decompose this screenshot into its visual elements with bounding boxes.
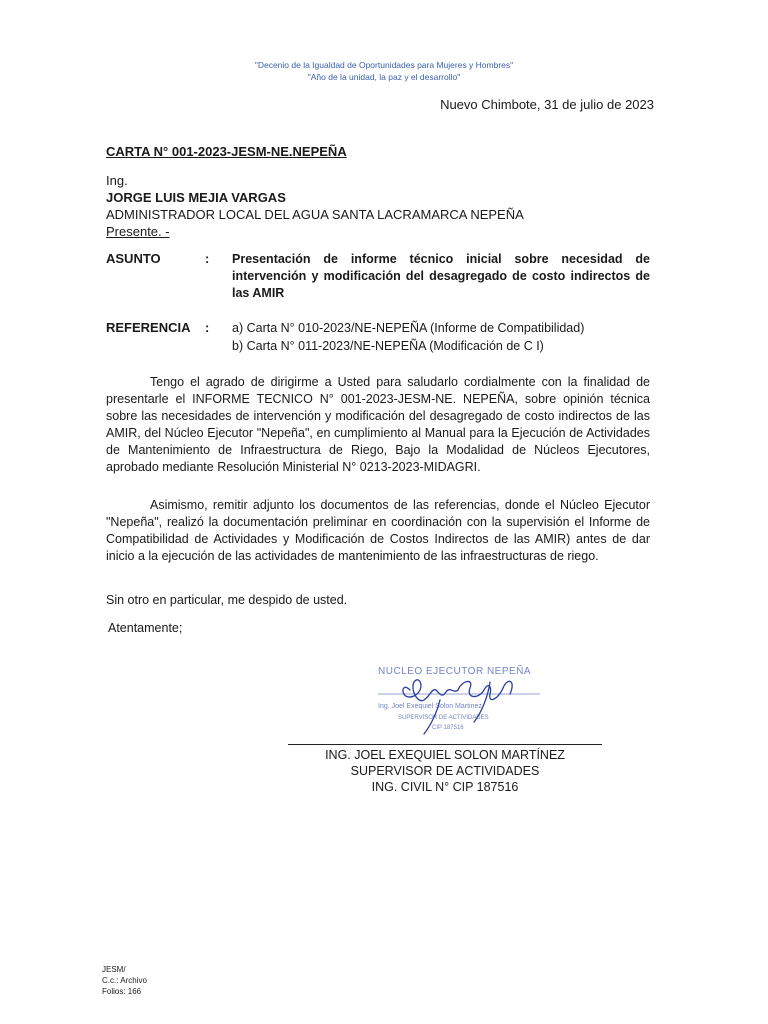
signature-rule [288, 744, 602, 745]
signatory-role: SUPERVISOR DE ACTIVIDADES [350, 764, 540, 778]
signatory-name: ING. JOEL EXEQUIEL SOLON MARTÍNEZ [325, 748, 565, 762]
stamp-line-2: Ing. Joel Exequiel Solon Martinez [378, 703, 482, 710]
asunto-text: Presentación de informe técnico inicial sobre necesidad de intervención y modificación del desagregado de costo indirectos de las AMIR [232, 252, 650, 300]
decade-motto: "Decenio de la Igualdad de Oportunidades para Mujeres y Hombres" [254, 60, 514, 70]
closing-salutation: Atentamente; [108, 621, 183, 635]
signatory-cip: ING. CIVIL N° CIP 187516 [371, 780, 519, 794]
body-paragraph-1 [106, 374, 650, 476]
body-paragraph-2 [106, 497, 650, 565]
stamp-line-4: CIP 187516 [432, 725, 464, 731]
recipient-name: JORGE LUIS MEJIA VARGAS [106, 190, 286, 205]
referencia-colon: : [205, 320, 210, 335]
footer-folios: Folios: 166 [102, 987, 142, 996]
supervisor-stamp-and-signature [370, 660, 560, 740]
presente-label: Presente. - [106, 224, 170, 239]
footer-initials: JESM/ [102, 965, 126, 974]
referencia-label: REFERENCIA [106, 320, 191, 335]
recipient-title: Ing. [106, 173, 128, 188]
stamp-line-3: SUPERVISOR DE ACTIVIDADES [398, 715, 489, 721]
asunto-colon: : [205, 251, 210, 266]
asunto-label: ASUNTO [106, 251, 161, 266]
letter-date: Nuevo Chimbote, 31 de julio de 2023 [440, 97, 654, 112]
footer-cc: C.c.: Archivo [102, 976, 147, 985]
letter-title: CARTA N° 001-2023-JESM-NE.NEPEÑA [106, 144, 347, 159]
closing-line: Sin otro en particular, me despido de usted. [106, 593, 348, 607]
stamp-line-1: NUCLEO EJECUTOR NEPEÑA [378, 666, 532, 677]
reference-item: b) Carta N° 011-2023/NE-NEPEÑA (Modificación de C I) [232, 339, 544, 353]
reference-item: a) Carta N° 010-2023/NE-NEPEÑA (Informe de Compatibilidad) [232, 321, 585, 335]
paragraph-2-text: Asimismo, remitir adjunto los documentos de las referencias, donde el Núcleo Ejecutor "Nepeña", realizó la documentación preliminar en coordinación con la supervisión el Informe de Compatibilidad de Actividades y Modificación de Costos Indirectos de las AMIR) antes de dar inicio a la ejecución de las actividades de mantenimiento de las infraestructuras de riego. [106, 498, 650, 563]
paragraph-1-text: Tengo el agrado de dirigirme a Usted para saludarlo cordialmente con la finalidad de presentarle el INFORME TECNICO N° 001-2023-JESM-NE. NEPEÑA, sobre opinión técnica sobre las necesidades de intervención y modificación del desagregado de costo indirectos de las AMIR, del Núcleo Ejecutor "Nepeña", en cumplimiento al Manual para la Ejecución de Actividades de Mantenimiento de Infraestructura de Riego, Bajo la Modalidad de Núcleos Ejecutores, aprobado mediante Resolución Ministerial N° 0213-2023-MIDAGRI. [106, 375, 650, 474]
year-motto: "Año de la unidad, la paz y el desarrollo" [307, 72, 461, 82]
recipient-position: ADMINISTRADOR LOCAL DEL AGUA SANTA LACRAMARCA NEPEÑA [106, 207, 524, 222]
